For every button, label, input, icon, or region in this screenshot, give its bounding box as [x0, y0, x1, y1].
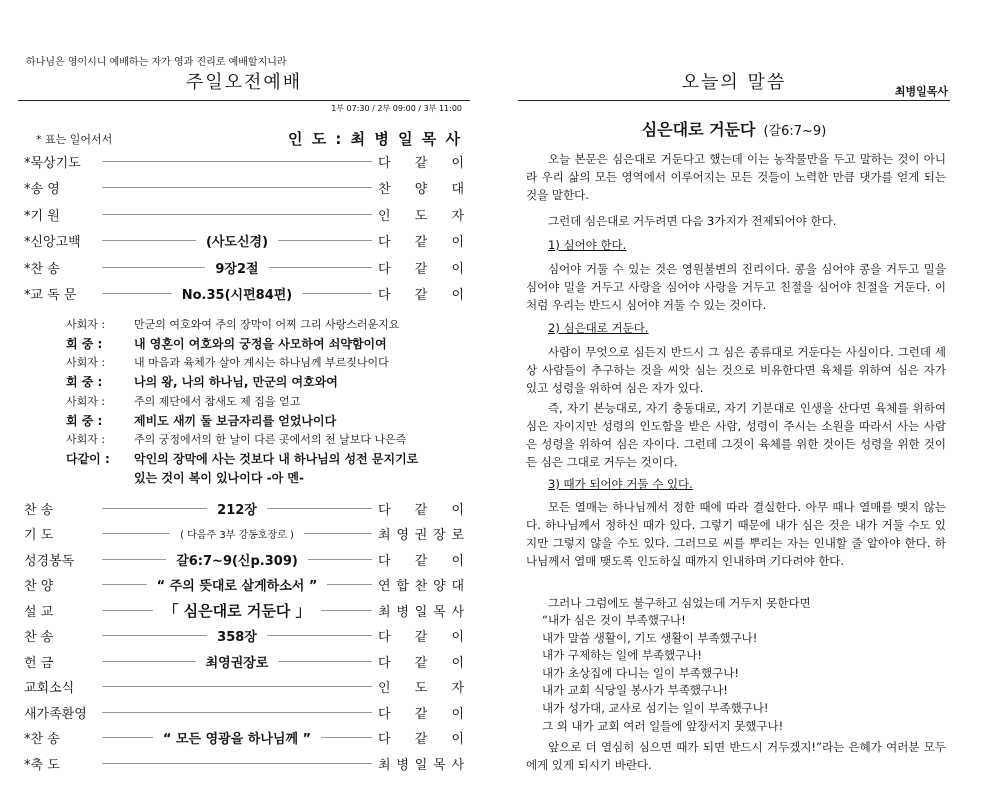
responsive-role: 회 중 : — [66, 375, 103, 390]
closing-lead: 그러나 그럼에도 불구하고 심었는데 거두지 못한다면 — [548, 596, 811, 610]
order-row — [24, 677, 464, 697]
responsive-role: 사회자 : — [66, 318, 106, 331]
order-person-char: 일 — [414, 604, 428, 620]
leader-line — [102, 737, 153, 738]
order-person — [378, 575, 464, 594]
order-label: 찬 양 — [24, 579, 54, 594]
standing-note: * 표는 일어서서 — [36, 133, 113, 146]
order-person-char: 다 — [378, 732, 391, 747]
responsive-role: 회 중 : — [66, 413, 103, 428]
order-person-char: 이 — [451, 732, 464, 747]
point-1-heading: 1) 심어야 한다. — [548, 238, 627, 252]
leader-line — [102, 240, 196, 241]
order-person-char: 대 — [451, 182, 464, 197]
order-person-char: 같 — [414, 261, 428, 277]
order-label: *신앙고백 — [24, 235, 81, 250]
sermon-author: 최병일목사 — [894, 85, 948, 98]
order-row — [24, 178, 464, 198]
leader-line — [102, 533, 170, 534]
order-person-char: 합 — [396, 579, 409, 594]
order-person-char: 다 — [378, 261, 391, 277]
intro-paragraph: 오늘 본문은 심은대로 거둔다고 했는데 이는 농작물만을 두고 말하는 것이 아니라 우리 삶의 모든 영역에서 이루어지는 모든 것들이 노력한 만큼 댓가를 얻게 되는 것을 말한다. — [526, 152, 946, 202]
responsive-text: 주의 궁정에서의 한 날이 다른 곳에서의 천 날보다 나은즉 — [134, 433, 407, 447]
order-person — [378, 231, 464, 250]
order-person-char: 찬 — [378, 182, 391, 197]
order-row — [24, 498, 464, 518]
order-row — [24, 524, 464, 544]
order-detail: No.35(시편84편) — [181, 288, 293, 303]
responsive-role: 회 중 : — [66, 336, 103, 351]
order-person-char: 장 — [433, 528, 446, 543]
order-person-char: 다 — [378, 630, 391, 645]
order-detail: 최영권장로 — [205, 655, 269, 671]
order-person-char: 같 — [414, 553, 428, 569]
quote-line: 내가 구제하는 일에 부족했구나! — [542, 648, 702, 663]
order-detail: 212장 — [217, 502, 257, 518]
order-person-char: 같 — [414, 630, 428, 645]
order-person-char: 다 — [378, 155, 391, 171]
order-person-char: 다 — [378, 706, 391, 722]
order-person-char: 일 — [414, 757, 428, 773]
order-person — [378, 703, 464, 722]
order-person-char: 이 — [451, 261, 464, 277]
order-label: *축 도 — [24, 757, 60, 773]
order-person — [378, 152, 464, 171]
order-row — [24, 600, 464, 620]
order-person-char: 영 — [396, 528, 409, 543]
leader-line — [267, 508, 372, 509]
order-detail: “ 주의 뜻대로 살게하소서 ” — [156, 579, 318, 594]
leader-line — [321, 737, 372, 738]
order-detail: ( 다음주 3부 강동호장로 ) — [180, 530, 294, 541]
point-1-body: 심어야 거둘 수 있는 것은 영원불변의 진리이다. 콩을 심어야 콩을 거두고 밀을 심어야 밀을 거두고 사랑을 심어야 사랑을 거두고 친절을 심어야 친절을 거둔다. 이처럼 우리는 반드시 심어야 거둘 수 있는 것이다. — [526, 262, 946, 312]
responsive-line — [66, 468, 466, 488]
quote-line: 내가 말씀 생활이, 기도 생활이 부족했구나! — [542, 630, 758, 645]
leader-line — [102, 508, 207, 509]
order-person — [378, 652, 464, 671]
order-person-char: 같 — [414, 732, 428, 747]
order-detail: 9장2절 — [215, 261, 259, 277]
order-label: 새가족환영 — [24, 706, 87, 722]
quote-line: “내가 심은 것이 부족했구나! — [542, 613, 686, 627]
responsive-text: 나의 왕, 나의 하나님, 만군의 여호와여 — [134, 375, 338, 390]
order-person-char: 다 — [378, 502, 391, 518]
order-person-char: 다 — [378, 553, 391, 569]
point-2-heading: 2) 심은대로 거둔다. — [548, 321, 649, 335]
leader-line — [102, 293, 172, 294]
leader-line — [278, 240, 372, 241]
worship-order-panel — [18, 0, 470, 804]
leader-line — [308, 559, 372, 560]
point-2-body-a: 사람이 무엇으로 심든지 반드시 그 심은 종류대로 거둔다는 사실이다. 그런데 세상 사람들이 추구하는 것을 씨앗 심는 것으로 비유한다면 육체를 위하여 심은 자가 있고 성령을 위하여 심은 자가 있다. — [526, 345, 946, 395]
order-person-char: 이 — [451, 288, 464, 303]
order-person-char: 최 — [378, 757, 391, 773]
order-person-char: 도 — [414, 681, 428, 696]
order-person-char: 인 — [378, 208, 391, 224]
order-row — [24, 204, 464, 224]
order-row — [24, 626, 464, 646]
order-person-char: 이 — [451, 155, 464, 171]
order-person-char: 이 — [451, 502, 465, 518]
premise-paragraph: 그런데 심은대로 거두려면 다음 3가지가 전제되어야 한다. — [548, 214, 837, 228]
leader-line — [102, 686, 372, 687]
order-person-char: 다 — [378, 235, 391, 250]
order-person-char: 이 — [451, 553, 465, 569]
order-label: *기 원 — [24, 208, 60, 224]
order-person-char: 다 — [378, 288, 391, 303]
title-divider — [18, 100, 470, 101]
leader-line — [269, 267, 372, 268]
order-person — [378, 258, 464, 277]
responsive-role: 다같이 : — [66, 451, 110, 466]
responsive-line — [66, 314, 466, 334]
order-detail: 갈6:7~9(신p.309) — [176, 553, 298, 569]
order-detail: “ 모든 영광을 하나님께 ” — [162, 732, 312, 747]
order-person — [378, 499, 464, 518]
order-row — [24, 257, 464, 277]
leader-line — [302, 293, 372, 294]
order-row — [24, 702, 464, 722]
sermon-panel — [518, 0, 950, 804]
point-2-body-b: 즉, 자기 본능대로, 자기 충동대로, 자기 기분대로 인생을 산다면 육체를 위하여 심은 자이지만 성령의 인도함을 받은 사람, 성령이 주시는 소원을 따라서 사는 사람은 성령을 위하여 심은 자이다. 그런데 그것이 육체를 위한 것이든 성령을 위한 것이든 심은 그대로 거두는 것이다. — [526, 401, 946, 469]
order-person-char: 인 — [378, 681, 391, 696]
point-3-body: 모든 열매는 하나님께서 정한 때에 따라 결실한다. 아무 때나 열매를 맺지 않는다. 하나님께서 정하신 때가 있다. 그렇기 때문에 내가 심은 것은 내가 거둘 수도 있지만 그렇지 않을 수도 있다. 그러므로 씨를 뿌리는 자는 인내할 줄 알아야 한다. 하나님께서 열매 맺도록 인도하실 때까지 인내하며 기다려야 한다. — [526, 500, 946, 568]
order-label: 찬 송 — [24, 630, 54, 645]
leader-line — [102, 584, 147, 585]
order-label: *찬 송 — [24, 732, 60, 747]
order-row — [24, 284, 464, 304]
responsive-text: 내 영혼이 여호와의 궁정을 사모하여 쇠약함이여 — [134, 336, 387, 351]
order-person-char: 같 — [414, 235, 428, 250]
order-label: *묵상기도 — [24, 155, 81, 171]
leader-line — [102, 187, 372, 188]
quote-line: 내가 초상집에 다니는 일이 부족했구나! — [542, 665, 739, 680]
order-person — [378, 728, 464, 747]
order-row — [24, 651, 464, 671]
service-times: 1부 07:30 / 2부 09:00 / 3부 11:00 — [331, 104, 462, 113]
order-label: 기 도 — [24, 528, 54, 543]
order-label: 헌 금 — [24, 655, 54, 671]
responsive-line — [66, 410, 466, 430]
order-label: *찬 송 — [24, 261, 60, 277]
motto: 하나님은 영이시니 예배하는 자가 영과 진리로 예배할지니라 — [26, 57, 287, 68]
order-person-char: 사 — [451, 757, 464, 773]
leader-line — [102, 712, 372, 713]
order-person — [378, 754, 464, 773]
responsive-line — [66, 333, 466, 353]
order-person-char: 자 — [451, 208, 464, 224]
sermon-divider — [518, 100, 950, 101]
order-person-char: 이 — [451, 235, 464, 250]
sermon-title: 심은대로 거둔다 — [641, 120, 756, 139]
order-person — [378, 284, 464, 303]
order-person-char: 같 — [414, 288, 428, 303]
responsive-line — [66, 352, 466, 372]
order-person-char: 같 — [414, 655, 428, 671]
quote-line: 내가 교회 식당일 봉사가 부족했구나! — [542, 683, 728, 698]
order-person-char: 병 — [396, 757, 409, 773]
order-row — [24, 575, 464, 595]
leader-line — [102, 610, 153, 611]
order-person-char: 같 — [414, 502, 428, 518]
order-row — [24, 549, 464, 569]
leader-line — [102, 161, 372, 162]
responsive-text: 내 마음과 육체가 살아 계시는 하나님께 부르짖나이다 — [134, 356, 389, 370]
order-person-char: 다 — [378, 655, 391, 671]
responsive-line — [66, 391, 466, 411]
responsive-line — [66, 429, 466, 449]
order-person-char: 자 — [451, 681, 464, 696]
leader-line — [102, 763, 372, 764]
leader-line — [267, 635, 372, 636]
leader-line — [321, 610, 372, 611]
order-row — [24, 753, 464, 773]
order-person — [378, 677, 464, 696]
order-person — [378, 205, 464, 224]
order-detail: (사도신경) — [205, 235, 269, 250]
responsive-text: 제비도 새끼 둘 보금자리를 얻었나이다 — [134, 413, 337, 428]
responsive-line — [66, 372, 466, 392]
leader-line — [102, 635, 207, 636]
order-person-char: 같 — [414, 155, 428, 171]
order-label: 설 교 — [24, 604, 54, 620]
responsive-role: 사회자 : — [66, 433, 106, 447]
order-person-char: 대 — [451, 579, 464, 594]
sermon-ref: (갈6:7~9) — [763, 124, 827, 139]
order-row — [24, 231, 464, 251]
order-person-char: 이 — [451, 655, 465, 671]
order-person-char: 병 — [396, 604, 409, 620]
order-person-char: 사 — [451, 604, 465, 620]
order-person-char: 목 — [433, 757, 446, 773]
order-person-char: 최 — [378, 528, 391, 543]
order-label: *교 독 문 — [24, 288, 77, 303]
leader-line — [304, 533, 372, 534]
responsive-line — [66, 448, 466, 468]
final-paragraph: 앞으로 더 열심히 심으면 때가 되면 반드시 거두겠지!”라는 은혜가 여러분 모두에게 있게 되시기 바란다. — [526, 740, 946, 772]
order-detail: 358장 — [217, 630, 257, 645]
order-person-char: 로 — [451, 528, 465, 543]
order-person-char: 연 — [378, 579, 391, 594]
order-person-char: 도 — [414, 208, 428, 224]
order-person — [378, 601, 464, 620]
leader-line — [102, 559, 166, 560]
order-row — [24, 151, 464, 171]
order-label: 성경봉독 — [24, 553, 75, 569]
order-person — [378, 524, 464, 543]
order-person-char: 찬 — [414, 579, 428, 594]
leader-line — [278, 661, 372, 662]
order-person-char: 권 — [414, 528, 428, 543]
responsive-text: 주의 제단에서 참새도 제 집을 얻고 — [134, 394, 301, 408]
order-label: 찬 송 — [24, 502, 54, 518]
worship-title: 주일오전예배 — [185, 72, 303, 93]
leader-line — [327, 584, 372, 585]
point-3-heading: 3) 때가 되어야 거둘 수 있다. — [548, 477, 693, 491]
order-person-char: 이 — [451, 630, 465, 645]
sermon-heading — [518, 117, 950, 140]
order-label: 교회소식 — [24, 681, 75, 696]
order-person-char: 양 — [414, 182, 428, 197]
order-person-char: 같 — [414, 706, 428, 722]
order-person — [378, 178, 464, 197]
responsive-role: 사회자 : — [66, 394, 106, 408]
responsive-role: 사회자 : — [66, 356, 106, 370]
order-person — [378, 550, 464, 569]
order-person-char: 양 — [433, 579, 446, 594]
quote-line: 내가 성가대, 교사로 섬기는 일이 부족했구나! — [542, 701, 769, 715]
leader-line — [102, 267, 205, 268]
responsive-text: 만군의 여호와여 주의 장막이 어찌 그리 사랑스러운지요 — [134, 318, 400, 331]
order-detail: 「 심은대로 거둔다 」 — [163, 601, 311, 620]
sermon-panel-title: 오늘의 말씀 — [681, 72, 787, 93]
responsive-text: 있는 것이 복이 있나이다 -아 멘- — [134, 471, 304, 486]
order-person — [378, 626, 464, 645]
order-person-char: 이 — [451, 706, 464, 722]
leader-line — [102, 661, 196, 662]
order-person-char: 최 — [378, 604, 391, 620]
responsive-text: 악인의 장막에 사는 것보다 내 하나님의 성전 문지기로 — [134, 451, 419, 466]
order-row — [24, 728, 464, 748]
leader: 인 도 : 최 병 일 목 사 — [288, 130, 462, 148]
order-label: *송 영 — [24, 182, 60, 197]
leader-line — [102, 214, 372, 215]
order-person-char: 목 — [433, 604, 446, 620]
quote-line: 그 외 내가 교회 여러 일들에 앞장서지 못했구나! — [542, 718, 784, 733]
